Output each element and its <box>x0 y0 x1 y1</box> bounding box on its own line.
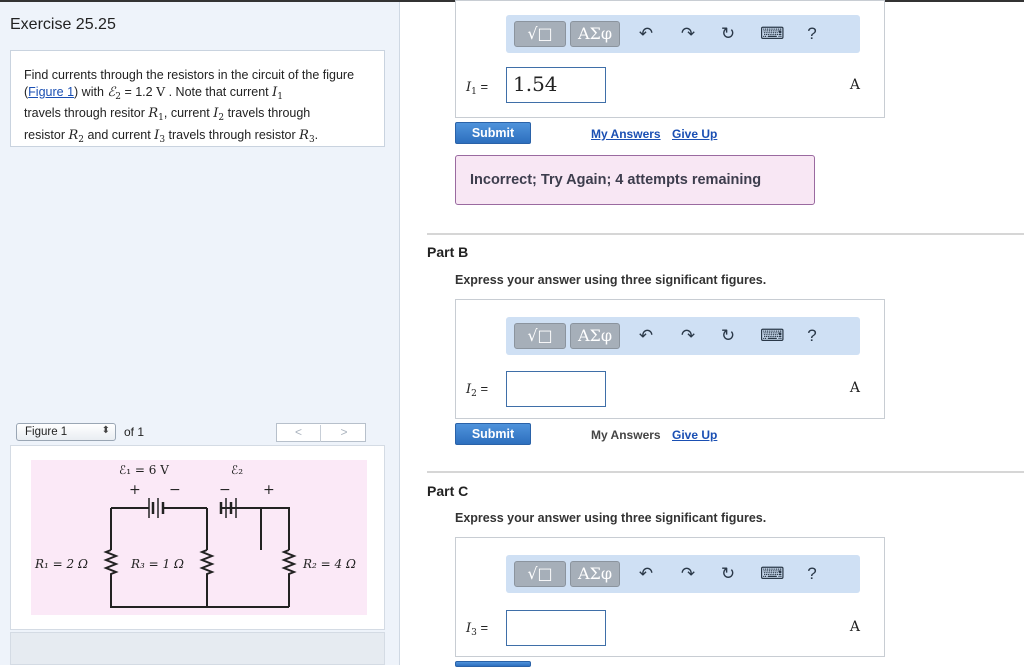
i1-answer-label: $I_1$ = <box>466 79 489 97</box>
part-b-my-answers-link[interactable]: My Answers <box>591 428 661 442</box>
part-separator <box>427 471 1024 473</box>
answer-panel <box>401 2 1024 665</box>
emf1-minus: − <box>169 482 181 498</box>
figure-navigation <box>10 420 385 444</box>
part-c-math-toolbar <box>506 555 860 593</box>
part-b-title: Part B <box>427 244 469 260</box>
part-b-submit-button[interactable]: Submit <box>455 423 531 445</box>
figure-count: of 1 <box>124 425 145 439</box>
problem-statement: Find currents through the resistors in the circuit of the figure (Figure 1) with ℰ$_2$ = 1.2 V . Note that current $I_1$ travels through resitor $R_1$, current $I_2$ travels through resistor $R_2$ and current $I_3$ travels through resistor $R_3$. <box>10 50 385 147</box>
i3-answer-label: $I_3$ = <box>466 620 489 638</box>
i1-answer-input[interactable]: 1.54 <box>506 67 606 103</box>
emf2-plus: + <box>263 482 275 498</box>
circuit-background <box>31 460 367 615</box>
help-icon[interactable]: ? <box>807 24 817 43</box>
next-figure-button[interactable]: > <box>340 425 348 439</box>
part-c-answer-box <box>455 537 885 657</box>
part-b-math-toolbar <box>506 317 860 355</box>
i2-unit: A <box>849 380 860 396</box>
templates-button[interactable]: √□ <box>514 561 566 587</box>
templates-button[interactable]: √□ <box>514 323 566 349</box>
reset-icon[interactable]: ↻ <box>720 564 736 583</box>
keyboard-icon[interactable]: ⌨ <box>760 564 785 583</box>
keyboard-icon[interactable]: ⌨ <box>760 24 785 43</box>
i1-symbol: $I_1$ <box>272 84 283 102</box>
i2-answer-label: $I_2$ = <box>466 381 489 399</box>
i3-answer-input[interactable] <box>506 610 606 646</box>
redo-icon[interactable]: ↷ <box>680 24 696 43</box>
part-c-title: Part C <box>427 483 469 499</box>
greek-symbols-button[interactable]: ΑΣφ <box>570 323 620 349</box>
figure-link[interactable]: Figure 1 <box>28 84 75 99</box>
emf1-label: ℰ₁ = 6 V <box>119 463 169 477</box>
undo-icon[interactable]: ↶ <box>638 564 654 583</box>
r2-label: R₂ = 4 Ω <box>303 557 356 571</box>
part-b-instruction: Express your answer using three significant figures. <box>455 273 767 287</box>
help-icon[interactable]: ? <box>807 564 817 583</box>
prev-figure-button[interactable]: < <box>277 425 321 442</box>
emf1-plus: + <box>129 482 141 498</box>
greek-symbols-button[interactable]: ΑΣφ <box>570 21 620 47</box>
i1-unit: A <box>849 77 860 93</box>
undo-icon[interactable]: ↶ <box>638 24 654 43</box>
part-c-instruction: Express your answer using three significant figures. <box>455 511 767 525</box>
r1-symbol: $R_1$ <box>148 106 164 124</box>
part-a-submit-button[interactable]: Submit <box>455 122 531 144</box>
help-icon[interactable]: ? <box>807 326 817 345</box>
emf2-label: ℰ₂ <box>231 463 244 477</box>
part-b-give-up-link[interactable]: Give Up <box>672 428 718 442</box>
i2-symbol: $I_2$ <box>213 106 225 124</box>
greek-symbols-button[interactable]: ΑΣφ <box>570 561 620 587</box>
r1-label: R₁ = 2 Ω <box>35 557 88 571</box>
undo-icon[interactable]: ↶ <box>638 326 654 345</box>
problem-panel <box>0 2 400 665</box>
left-footer <box>10 632 385 665</box>
reset-icon[interactable]: ↻ <box>720 24 736 43</box>
figure-area <box>10 445 385 630</box>
reset-icon[interactable]: ↻ <box>720 326 736 345</box>
r3-symbol: $R_3$ <box>299 127 315 145</box>
emf2-minus: − <box>219 482 231 498</box>
redo-icon[interactable]: ↷ <box>680 326 696 345</box>
part-separator <box>427 233 1024 235</box>
templates-button[interactable]: √□ <box>514 21 566 47</box>
figure-select[interactable]: Figure 1 ⬍ <box>16 423 116 441</box>
r3-label: R₃ = 1 Ω <box>131 557 184 571</box>
part-a-math-toolbar <box>506 15 860 53</box>
part-c-submit-button[interactable] <box>455 661 531 667</box>
part-a-my-answers-link[interactable]: My Answers <box>591 127 661 141</box>
part-a-answer-box <box>455 0 885 118</box>
i3-unit: A <box>849 619 860 635</box>
i3-symbol: $I_3$ <box>154 127 166 145</box>
emf2-symbol: ℰ$_2$ <box>107 84 121 102</box>
i2-answer-input[interactable] <box>506 371 606 407</box>
circuit-diagram <box>31 460 367 615</box>
select-arrows-icon: ⬍ <box>101 425 110 436</box>
redo-icon[interactable]: ↷ <box>680 564 696 583</box>
figure-pager <box>276 423 366 442</box>
part-a-give-up-link[interactable]: Give Up <box>672 127 718 141</box>
r2-symbol: $R_2$ <box>68 127 84 145</box>
part-a-feedback: Incorrect; Try Again; 4 attempts remaining <box>455 155 815 205</box>
keyboard-icon[interactable]: ⌨ <box>760 326 785 345</box>
exercise-title: Exercise 25.25 <box>10 16 116 33</box>
part-b-answer-box <box>455 299 885 419</box>
